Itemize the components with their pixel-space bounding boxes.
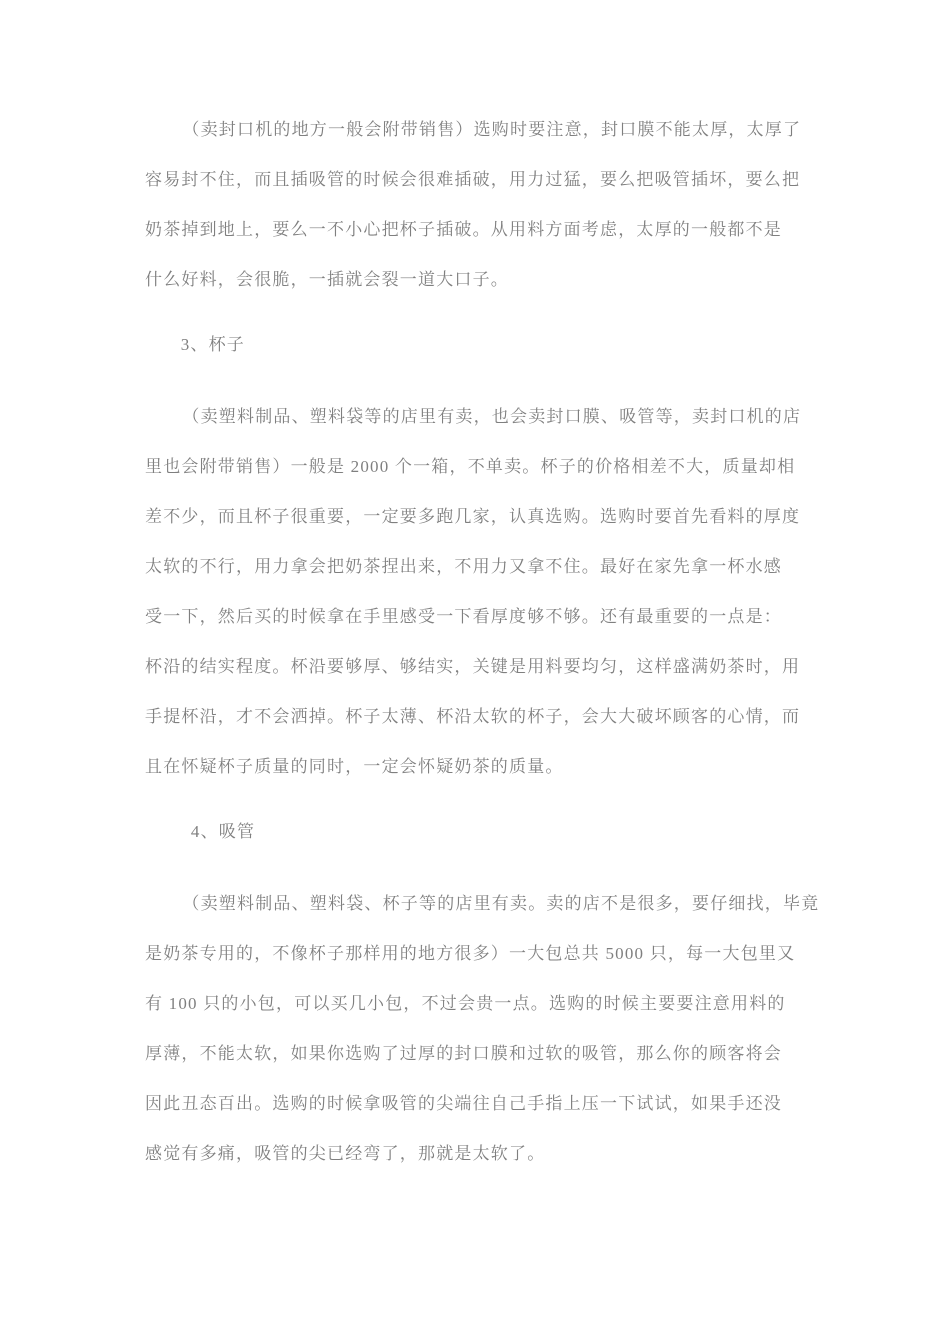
text-line: 手提杯沿，才不会洒掉。杯子太薄、杯沿太软的杯子，会大大破坏顾客的心情，而 [145, 707, 801, 726]
text-line: 受一下，然后买的时候拿在手里感受一下看厚度够不够。还有最重要的一点是： [145, 607, 782, 626]
text-line: 容易封不住，而且插吸管的时候会很难插破，用力过猛，要么把吸管插坏，要么把 [145, 170, 801, 189]
text-line: 太软的不行，用力拿会把奶茶捏出来，不用力又拿不住。最好在家先拿一杯水感 [145, 557, 782, 576]
paragraph-straws [145, 879, 820, 1179]
text-line: 差不少，而且杯子很重要，一定要多跑几家，认真选购。选购时要首先看料的厚度 [145, 507, 801, 526]
text-line: 杯沿的结实程度。杯沿要够厚、够结实，关键是用料要均匀，这样盛满奶茶时，用 [145, 657, 801, 676]
heading-straws: 4、吸管 [190, 822, 256, 841]
text-line: （卖塑料制品、塑料袋等的店里有卖，也会卖封口膜、吸管等，卖封口机的店 [182, 407, 802, 426]
text-line: 里也会附带销售）一般是 2000 个一箱，不单卖。杯子的价格相差不大，质量却相 [145, 457, 796, 476]
document-page [145, 105, 820, 1179]
text-line: 是奶茶专用的，不像杯子那样用的地方很多）一大包总共 5000 只，每一大包里又 [145, 944, 796, 963]
text-line: 有 100 只的小包，可以买几小包，不过会贵一点。选购的时候主要要注意用料的 [145, 994, 786, 1013]
text-line: 奶茶掉到地上，要么一不小心把杯子插破。从用料方面考虑，太厚的一般都不是 [145, 220, 782, 239]
text-line: 感觉有多痛，吸管的尖已经弯了，那就是太软了。 [145, 1144, 546, 1163]
heading-cups: 3、杯子 [180, 335, 245, 354]
text-line: 因此丑态百出。选购的时候拿吸管的尖端往自己手指上压一下试试，如果手还没 [145, 1094, 782, 1113]
text-line: 什么好料，会很脆，一插就会裂一道大口子。 [145, 270, 509, 289]
text-line: （卖封口机的地方一般会附带销售）选购时要注意，封口膜不能太厚，太厚了 [182, 120, 802, 139]
paragraph-cups [145, 392, 807, 792]
text-line: 且在怀疑杯子质量的同时，一定会怀疑奶茶的质量。 [145, 757, 564, 776]
text-line: 厚薄，不能太软，如果你选购了过厚的封口膜和过软的吸管，那么你的顾客将会 [145, 1044, 782, 1063]
paragraph-sealing-film [145, 105, 807, 305]
text-line: （卖塑料制品、塑料袋、杯子等的店里有卖。卖的店不是很多，要仔细找，毕竟 [182, 894, 820, 913]
